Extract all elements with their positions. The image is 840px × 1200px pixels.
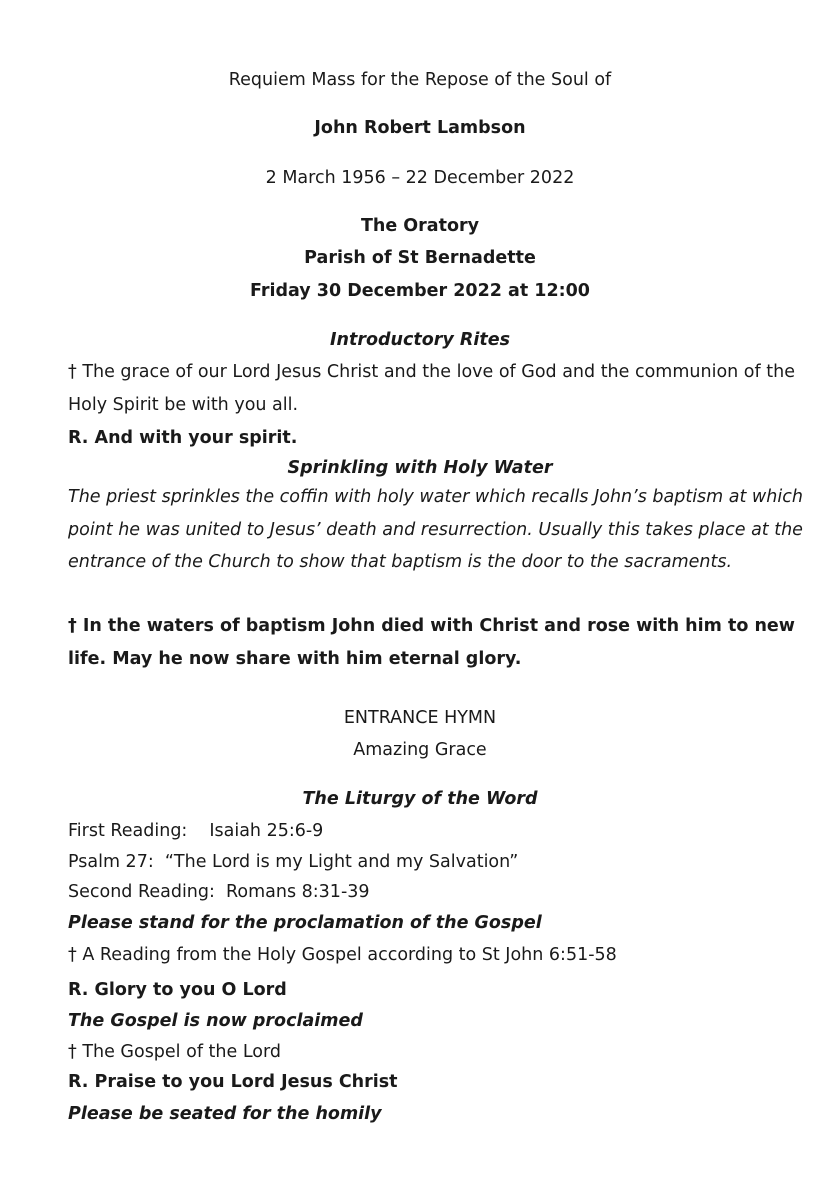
entrance-hymn-title: Amazing Grace bbox=[353, 740, 487, 760]
deceased-name: John Robert Lambson bbox=[314, 118, 526, 138]
greeting-text: † The grace of our Lord Jesus Christ and the love of God and the communion of the Holy Spirit be with you all. bbox=[68, 362, 795, 415]
psalm-line: Psalm 27: “The Lord is my Light and my Salvation” bbox=[68, 852, 519, 872]
first-reading-label: First Reading: bbox=[68, 821, 188, 841]
venue-name: The Oratory bbox=[360, 216, 480, 236]
service-datetime: Friday 30 December 2022 at 12:00 bbox=[250, 281, 590, 301]
gospel-proclaimed: The Gospel is now proclaimed bbox=[68, 1011, 363, 1031]
gospel-intro: † A Reading from the Holy Gospel according to St John 6:51-58 bbox=[68, 945, 617, 965]
life-dates: 2 March 1956 – 22 December 2022 bbox=[265, 168, 575, 188]
second-reading: Second Reading: Romans 8:31-39 bbox=[68, 882, 370, 902]
response-praise: R. Praise to you Lord Jesus Christ bbox=[68, 1072, 398, 1092]
introductory-rites-heading: Introductory Rites bbox=[330, 330, 510, 350]
liturgy-heading: The Liturgy of the Word bbox=[302, 789, 538, 809]
sprinkling-text: The priest sprinkles the coffin with holy water which recalls John’s baptism at which point he was united to Jesus’ death and resurrection. Usually this takes place at the entrance of the Church to show that baptism is the door to the sacraments. bbox=[68, 487, 803, 572]
response-glory: R. Glory to you O Lord bbox=[68, 980, 287, 1000]
seated-instruction: Please be seated for the homily bbox=[68, 1104, 382, 1124]
mass-title: Requiem Mass for the Repose of the Soul of bbox=[228, 70, 612, 90]
sprinkling-prayer: † In the waters of baptism John died with Christ and rose with him to new life. May he now share with him eternal glory. bbox=[68, 616, 795, 669]
stand-instruction: Please stand for the proclamation of the Gospel bbox=[68, 913, 542, 933]
sprinkling-heading: Sprinkling with Holy Water bbox=[287, 458, 553, 478]
gospel-end: † The Gospel of the Lord bbox=[68, 1042, 281, 1062]
parish-name: Parish of St Bernadette bbox=[304, 248, 536, 268]
first-reading bbox=[68, 821, 323, 842]
response-spirit: R. And with your spirit. bbox=[68, 428, 298, 448]
entrance-hymn-label: ENTRANCE HYMN bbox=[343, 708, 497, 728]
first-reading-ref: Isaiah 25:6-9 bbox=[209, 821, 324, 841]
